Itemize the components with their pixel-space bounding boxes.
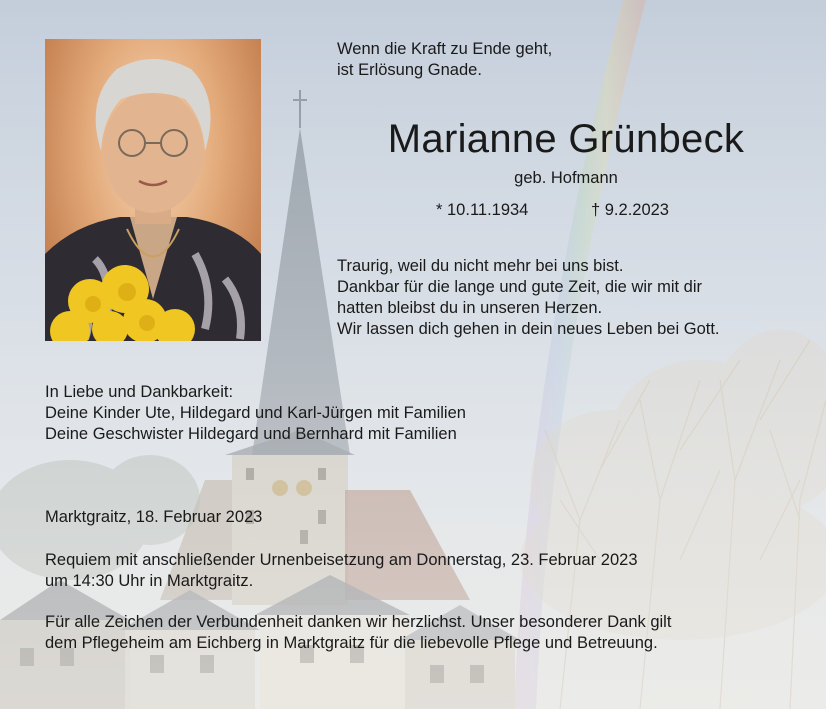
thanks-line: Für alle Zeichen der Verbundenheit danken wir herzlichst. Unser besonderer Dank gilt [45, 613, 672, 631]
verse [337, 256, 720, 340]
mourners-line: In Liebe und Dankbarkeit: [45, 383, 234, 401]
motto [337, 39, 552, 81]
portrait-photo [45, 39, 261, 341]
thanks-note [45, 612, 671, 654]
maiden-name: geb. Hofmann [514, 169, 618, 187]
requiem-info [45, 550, 638, 592]
requiem-line: um 14:30 Uhr in Marktgraitz. [45, 572, 254, 590]
verse-line: Traurig, weil du nicht mehr bei uns bist. [337, 257, 624, 275]
deceased-name: Marianne Grünbeck [387, 117, 745, 161]
motto-line: Wenn die Kraft zu Ende geht, [337, 40, 553, 58]
death-date: † 9.2.2023 [591, 201, 669, 219]
place-date: Marktgraitz, 18. Februar 2023 [45, 508, 263, 526]
verse-line: Dankbar für die lange und gute Zeit, die wir mit dir [337, 278, 703, 296]
birth-date: * 10.11.1934 [436, 201, 529, 219]
verse-line: hatten bleibst du in unseren Herzen. [337, 299, 603, 317]
motto-line: ist Erlösung Gnade. [337, 61, 482, 79]
mourners-line: Deine Geschwister Hildegard und Bernhard mit Familien [45, 425, 457, 443]
requiem-line: Requiem mit anschließender Urnenbeisetzung am Donnerstag, 23. Februar 2023 [45, 551, 638, 569]
mourners-line: Deine Kinder Ute, Hildegard und Karl-Jürgen mit Familien [45, 404, 466, 422]
mourners [45, 382, 466, 445]
thanks-line: dem Pflegeheim am Eichberg in Marktgraitz für die liebevolle Pflege und Betreuung. [45, 634, 658, 652]
verse-line: Wir lassen dich gehen in dein neues Leben bei Gott. [337, 320, 720, 338]
